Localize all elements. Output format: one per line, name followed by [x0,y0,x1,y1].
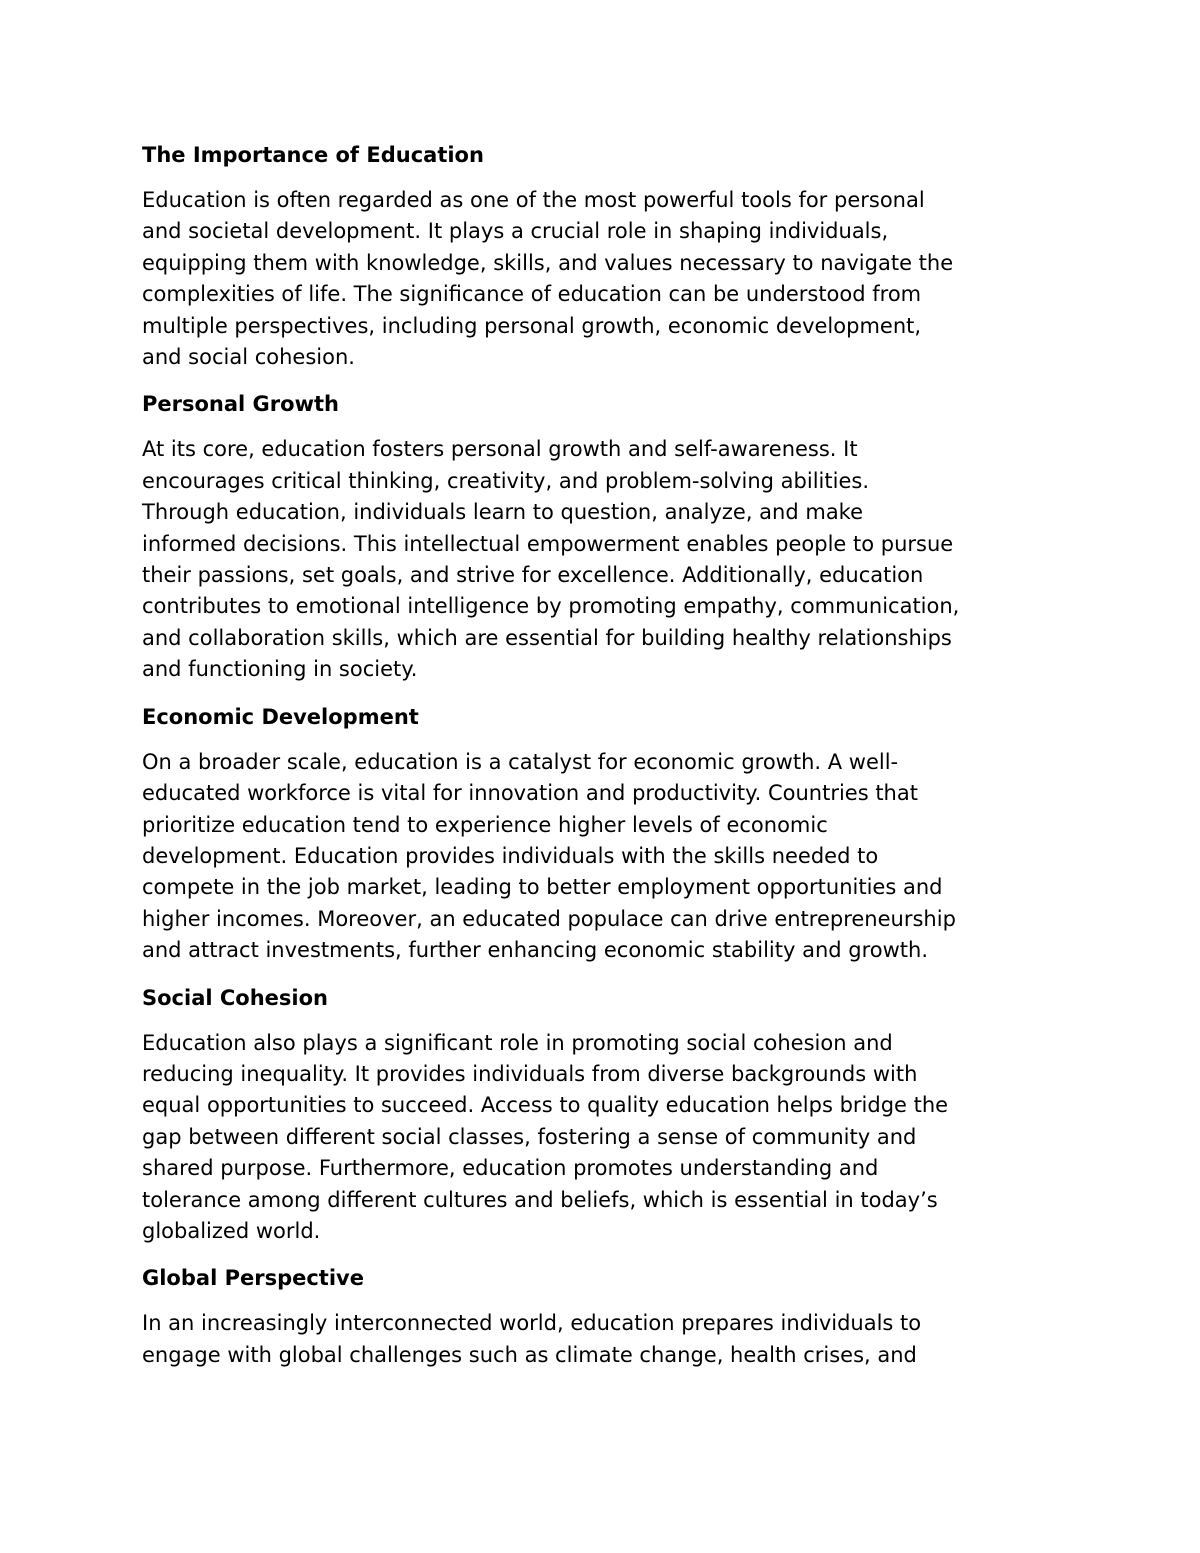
paragraph-line: educated workforce is vital for innovation and productivity. Countries that [142,781,918,806]
paragraph-line: and social cohesion. [142,345,355,370]
paragraph-line: Through education, individuals learn to question, analyze, and make [142,500,864,525]
paragraph-line: compete in the job market, leading to better employment opportunities and [142,875,943,900]
section-heading-personal-growth: Personal Growth [142,392,339,417]
paragraph-line: prioritize education tend to experience higher levels of economic [142,812,828,837]
paragraph-line: gap between different social classes, fostering a sense of community and [142,1124,917,1149]
paragraph-line: and societal development. It plays a crucial role in shaping individuals, [142,219,889,244]
paragraph-line: higher incomes. Moreover, an educated populace can drive entrepreneurship [142,906,956,931]
paragraph-line: Education is often regarded as one of the most powerful tools for personal [142,188,925,212]
section-paragraph-global-perspective [142,1308,1072,1371]
paragraph-line: informed decisions. This intellectual empowerment enables people to pursue [142,531,954,556]
paragraph-line: tolerance among different cultures and beliefs, which is essential in today’s [142,1187,938,1212]
paragraph-line: engage with global challenges such as climate change, health crises, and [142,1342,917,1367]
paragraph-line: reducing inequality. It provides individuals from diverse backgrounds with [142,1061,918,1086]
paragraph-line: multiple perspectives, including personal growth, economic development, [142,313,922,338]
paragraph-line: development. Education provides individuals with the skills needed to [142,843,879,868]
document-title: The Importance of Education [142,143,484,167]
intro-paragraph [142,185,1072,373]
paragraph-line: and attract investments, further enhancing economic stability and growth. [142,938,929,963]
paragraph-line: complexities of life. The significance of education can be understood from [142,282,922,307]
section-paragraph-economic-development [142,747,1072,967]
paragraph-line: equal opportunities to succeed. Access to quality education helps bridge the [142,1093,949,1118]
paragraph-line: and collaboration skills, which are essential for building healthy relationships [142,625,952,650]
section-heading-economic-development: Economic Development [142,704,419,729]
section-paragraph-social-cohesion [142,1028,1072,1248]
paragraph-line: encourages critical thinking, creativity, and problem-solving abilities. [142,468,869,493]
paragraph-line: On a broader scale, education is a catalyst for economic growth. A well- [142,749,899,774]
paragraph-line: Education also plays a significant role in promoting social cohesion and [142,1030,893,1055]
document-page [142,140,1072,1387]
section-heading-social-cohesion: Social Cohesion [142,985,328,1010]
paragraph-line: At its core, education fosters personal growth and self-awareness. It [142,437,858,462]
paragraph-line: their passions, set goals, and strive for excellence. Additionally, education [142,563,924,588]
paragraph-line: shared purpose. Furthermore, education promotes understanding and [142,1156,879,1181]
section-heading-global-perspective: Global Perspective [142,1266,364,1291]
section-paragraph-personal-growth [142,434,1072,685]
paragraph-line: and functioning in society. [142,657,418,682]
paragraph-line: In an increasingly interconnected world, education prepares individuals to [142,1311,922,1336]
paragraph-line: equipping them with knowledge, skills, and values necessary to navigate the [142,250,954,275]
paragraph-line: contributes to emotional intelligence by promoting empathy, communication, [142,594,960,619]
paragraph-line: globalized world. [142,1218,321,1243]
